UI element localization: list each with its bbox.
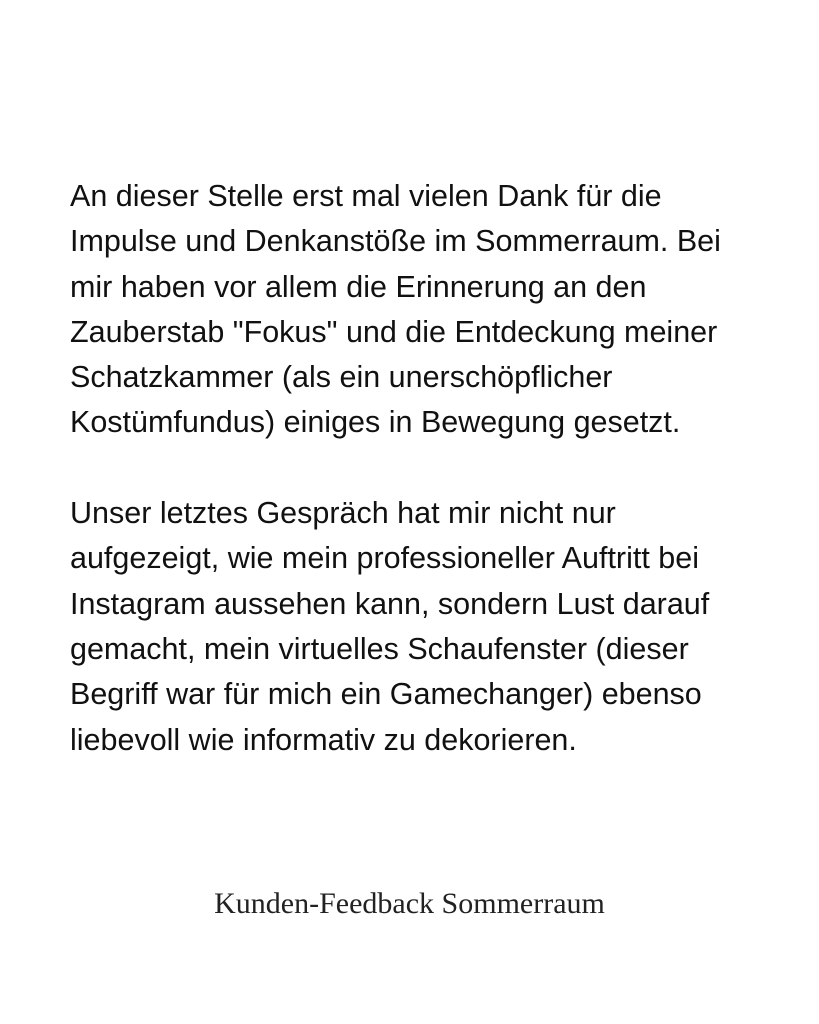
text-line: aufgezeigt, wie mein professioneller Auftritt bei — [70, 541, 699, 576]
text-line: Zauberstab "Fokus" und die Entdeckung meiner — [70, 314, 718, 349]
testimonial-quote — [70, 174, 770, 763]
feedback-caption: Kunden-Feedback Sommerraum — [214, 887, 605, 920]
text-line: liebevoll wie informativ zu dekorieren. — [70, 722, 577, 757]
text-line: An dieser Stelle erst mal vielen Dank für die — [70, 179, 662, 213]
text-line: Kostümfundus) einiges in Bewegung gesetzt. — [70, 405, 681, 440]
text-line: Unser letztes Gespräch hat mir nicht nur — [70, 496, 616, 531]
testimonial-paragraph-1 — [70, 174, 770, 446]
paragraph-spacer — [70, 446, 770, 491]
text-line: Begriff war für mich ein Gamechanger) ebenso — [70, 677, 702, 712]
text-line: Instagram aussehen kann, sondern Lust darauf — [70, 586, 710, 621]
testimonial-paragraph-2 — [70, 491, 770, 763]
text-line: Impulse und Denkanstöße im Sommerraum. Bei — [70, 224, 721, 259]
text-line: mir haben vor allem die Erinnerung an den — [70, 269, 647, 304]
text-line: Schatzkammer (als ein unerschöpflicher — [70, 360, 613, 395]
text-line: gemacht, mein virtuelles Schaufenster (dieser — [70, 631, 689, 666]
